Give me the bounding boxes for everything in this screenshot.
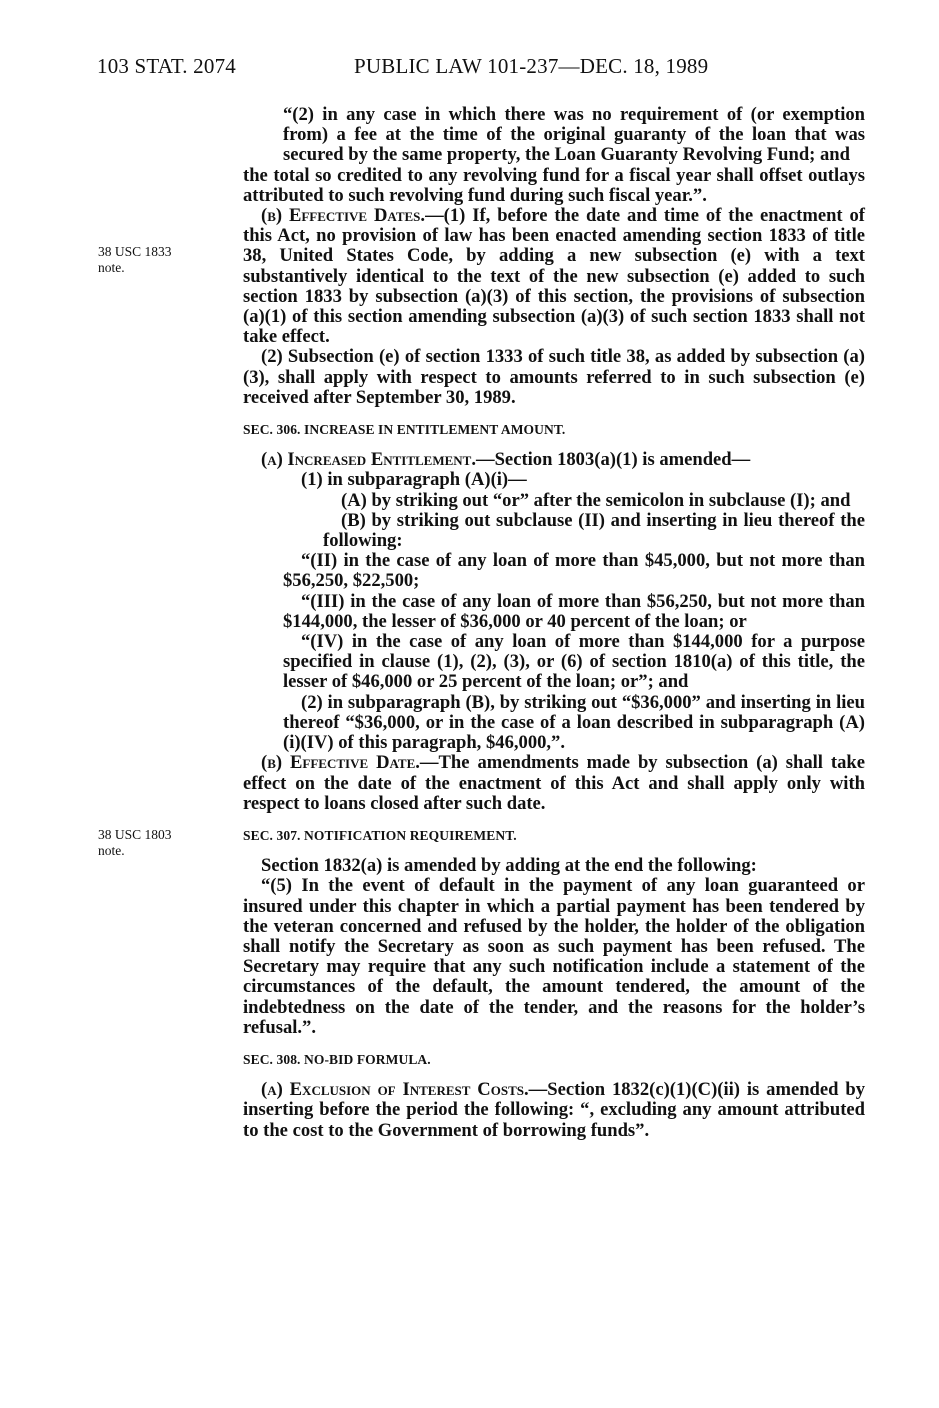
margin-note-citation: 38 USC 1803 [98,827,172,842]
section-heading: SEC. 307. NOTIFICATION REQUIREMENT. [243,827,517,843]
paragraph [243,1080,865,1141]
margin-note-label: note. [98,260,125,275]
subsection-text: —Section 1803(a)(1) is amended— [476,449,751,471]
subsection-heading: (a) Exclusion of Interest Costs. [261,1079,529,1101]
paragraph: (1) in subparagraph (A)(i)— [301,469,527,491]
subsection-text: —The amendments made by subsection (a) shall take effect on the date of the enactment of this Act and shall apply only with respect to loans closed after such date. [243,752,865,814]
paragraph: the total so credited to any revolving fund for a fiscal year shall offset outlays attributed to such revolving fund during such fiscal year.”. [243,164,865,206]
margin-note-citation: 38 USC 1833 [98,244,172,259]
paragraph: (2) in subparagraph (B), by striking out “$36,000” and inserting in lieu thereof “$36,000, or in the case of a loan described in subparagraph (A)(i)(IV) of this paragraph, $46,000,”. [283,691,865,754]
paragraph: (A) by striking out “or” after the semicolon in subclause (I); and [341,489,851,511]
subsection-text: —(1) If, before the date and time of the enactment of this Act, no provision of law has been enacted amending section 1833 of title 38, United States Code, by adding a new subsection (e) with a text substantively identical to the text of the new subsection (e) added to such section 1833 by subsection (a)(3) of this section, the provisions of subsection (a)(1) of this section amending subsection (a)(3) of such section 1833 shall not take effect. [243,205,865,348]
law-title: PUBLIC LAW 101-237—DEC. 18, 1989 [354,54,709,78]
subsection-heading: (a) Increased Entitlement. [261,449,476,471]
paragraph: “(5) In the event of default in the payment of any loan guaranteed or insured under this chapter in which a partial payment has been tendered by the veteran concerned and refused by the holder, the holder of the obligation shall notify the Secretary as soon as such payment has been refused. The Secretary may require that any such notification include a statement of the circumstances of the default, the amount tendered, the amount of the indebtedness on the date of the tender, and the reasons for the holder’s refusal.”. [243,875,865,1038]
margin-note [98,244,218,276]
paragraph [243,450,865,470]
subsection-text: —Section 1832(c)(1)(C)(ii) is amended by inserting before the period the following: “, excluding any amount attributed to the cost to the Government of borrowing funds”. [243,1079,865,1141]
paragraph: (2) Subsection (e) of section 1333 of such title 38, as added by subsection (a)(3), shall apply with respect to amounts referred to in such subsection (e) received after September 30, 1989. [243,346,865,408]
margin-note-label: note. [98,843,125,858]
paragraph [243,206,865,347]
paragraph: “(2) in any case in which there was no requirement of (or exemption from) a fee at the time of the original guaranty of the loan that was secured by the same property, the Loan Guaranty Revolving Fund; and [283,104,865,166]
document-body [243,105,865,1141]
subsection-heading: (b) Effective Dates. [261,205,426,227]
section-heading: SEC. 308. NO-BID FORMULA. [243,1051,431,1067]
paragraph: “(III) in the case of any loan of more than $56,250, but not more than $144,000, the lesser of $36,000 or 40 percent of the loan; or [283,590,865,632]
subsection-heading: (b) Effective Date. [261,752,420,774]
paragraph: Section 1832(a) is amended by adding at the end the following: [261,855,757,877]
paragraph: “(II) in the case of any loan of more than $45,000, but not more than $56,250, $22,500; [283,550,865,592]
paragraph [243,753,865,814]
section-heading: SEC. 306. INCREASE IN ENTITLEMENT AMOUNT. [243,422,566,438]
margin-note [98,827,218,859]
paragraph: “(IV) in the case of any loan of more than $144,000 for a purpose specified in clause (1), (2), (3), or (6) of section 1810(a) of this title, the lesser of $46,000 or 25 percent of the loan; or”; and [283,631,865,693]
paragraph: (B) by striking out subclause (II) and inserting in lieu thereof the following: [323,509,865,552]
stat-page-number: 103 STAT. 2074 [97,54,236,78]
